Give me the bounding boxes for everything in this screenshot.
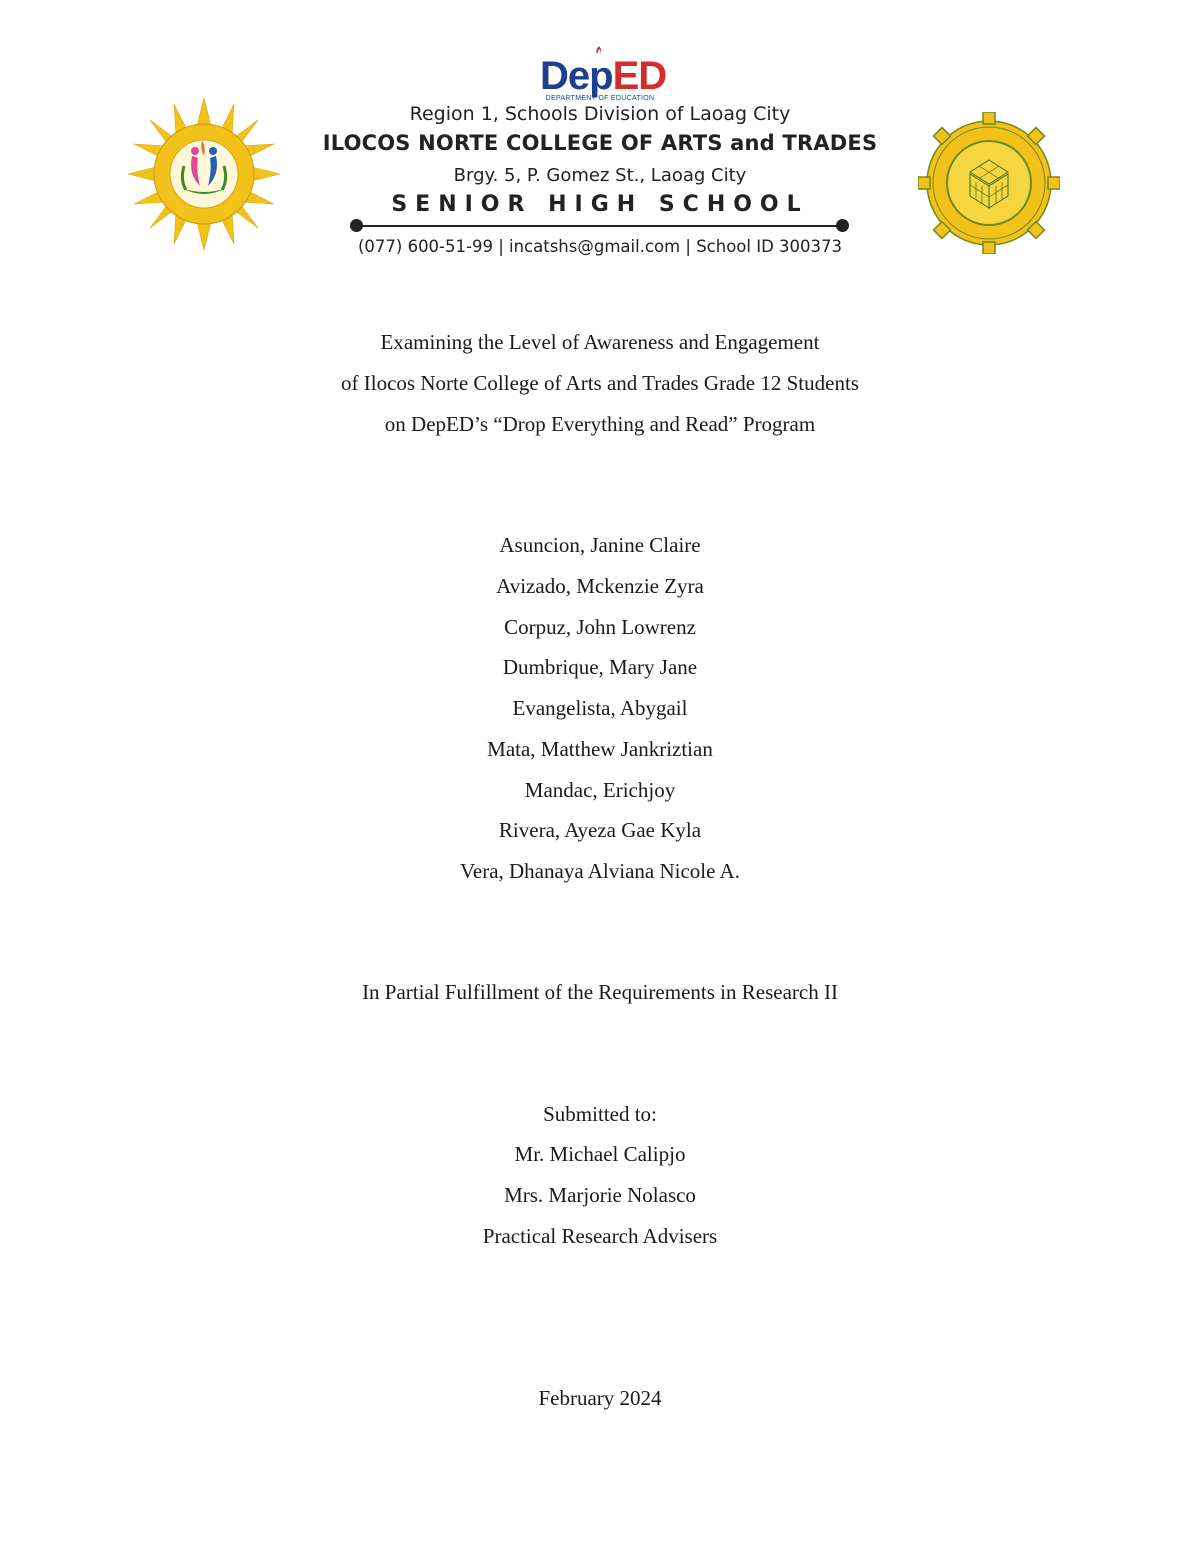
incat-seal-logo: [918, 112, 1060, 254]
author-name: Mandac, Erichjoy: [524, 778, 676, 802]
adviser-role: Practical Research Advisers: [482, 1224, 718, 1248]
author-name: Mata, Matthew Jankriztian: [487, 737, 713, 761]
school-level-heading: SENIOR HIGH SCHOOL: [391, 192, 809, 217]
divider-dot-right: [836, 219, 849, 232]
college-name: ILOCOS NORTE COLLEGE OF ARTS and TRADES: [322, 131, 878, 155]
deped-subtitle: DEPARTMENT OF EDUCATION: [545, 95, 655, 102]
author-name: Evangelista, Abygail: [512, 696, 688, 720]
torch-icon: [592, 46, 606, 66]
author-name: Vera, Dhanaya Alviana Nicole A.: [460, 859, 740, 883]
title-line-3: on DepED’s “Drop Everything and Read” Program: [384, 412, 816, 436]
adviser-name: Mr. Michael Calipjo: [514, 1142, 686, 1166]
division-region-line: Region 1, Schools Division of Laoag City: [409, 103, 791, 125]
adviser-name: Mrs. Marjorie Nolasco: [504, 1183, 696, 1207]
author-name: Dumbrique, Mary Jane: [502, 655, 698, 679]
author-name: Corpuz, John Lowrenz: [504, 615, 696, 639]
author-name: Avizado, Mckenzie Zyra: [496, 574, 704, 598]
submitted-to-label: Submitted to:: [543, 1102, 657, 1126]
submission-date: February 2024: [538, 1386, 662, 1410]
title-line-1: Examining the Level of Awareness and Engagement: [380, 330, 820, 354]
author-name: Rivera, Ayeza Gae Kyla: [498, 818, 702, 842]
author-name: Asuncion, Janine Claire: [499, 533, 701, 557]
college-address: Brgy. 5, P. Gomez St., Laoag City: [453, 165, 747, 186]
division-seal-logo: [126, 96, 282, 252]
contact-line: (077) 600-51-99 | incatshs@gmail.com | School ID 300373: [357, 237, 843, 256]
title-line-2: of Ilocos Norte College of Arts and Trades Grade 12 Students: [341, 371, 859, 395]
fulfillment-statement: In Partial Fulfillment of the Requirements in Research II: [362, 980, 838, 1004]
header-divider: [356, 225, 842, 227]
deped-wordmark: DepED: [540, 54, 667, 98]
letterhead: [0, 0, 1200, 280]
